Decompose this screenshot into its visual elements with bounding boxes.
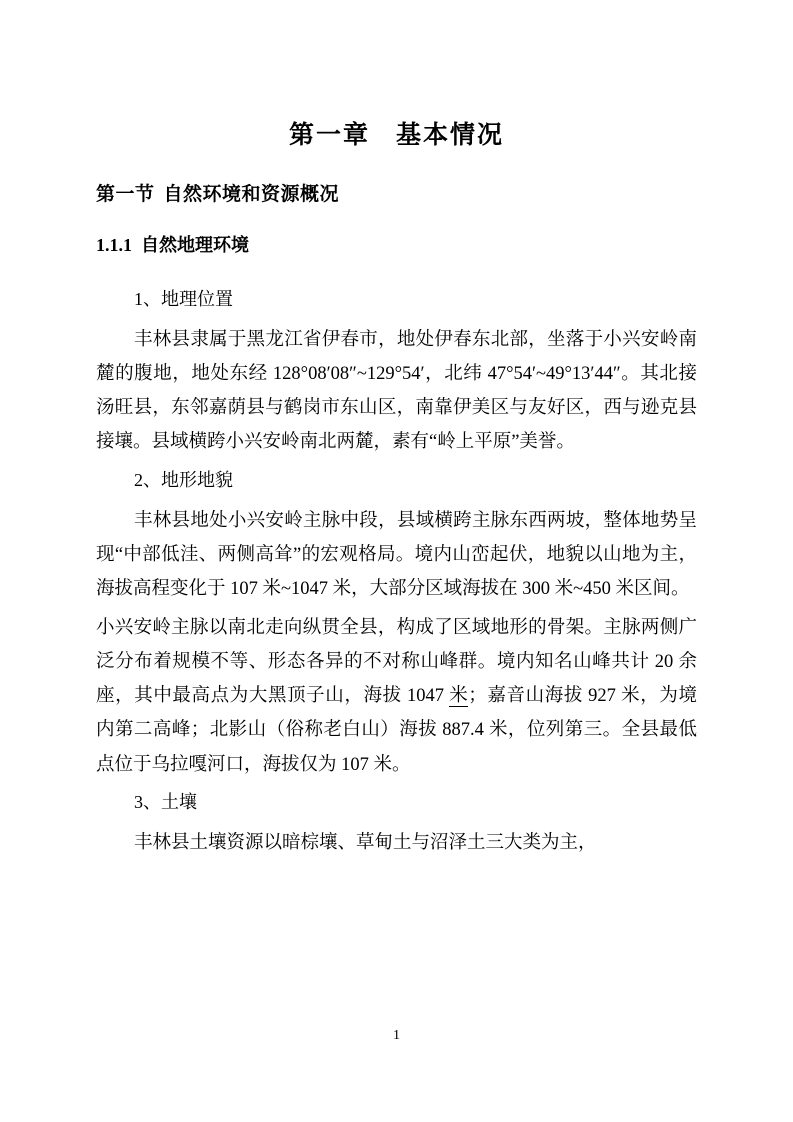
paragraph-terrain-2-underlined: 米 [449,686,469,707]
section-title-label: 第一节 [96,184,155,205]
subsection-title-text: 自然地理环境 [141,234,249,255]
subsection-title [96,232,697,259]
section-title [96,181,697,210]
section-title-text: 自然环境和资源概况 [163,184,340,205]
item-title-soil: 3、土壤 [134,791,197,812]
paragraph-terrain-2-part-b: ；嘉音山海拔 927 米，为境内第二高峰；北影山（俗称老白山）海拔 887.4 米，位列第三。全县最低点位于乌拉嘎河口，海拔仅为 107 米。 [96,686,697,775]
page-number: 1 [393,1028,400,1043]
paragraph-soil: 丰林县土壤资源以暗棕壤、草甸土与沼泽土三大类为主， [134,833,597,854]
paragraph-terrain-2 [96,611,697,782]
chapter-title-text: 基本情况 [396,122,505,149]
item-title-terrain: 2、地形地貌 [134,469,233,490]
paragraph-location: 丰林县隶属于黑龙江省伊春市，地处伊春东北部，坐落于小兴安岭南麓的腹地，地处东经 128°08′08″~129°54′，北纬 47°54′~49°13′44″。其北接汤旺县，东邻嘉荫县与鹤岗市东山区，南靠伊美区与友好区，西与逊克县接壤。县域横跨小兴安岭南北两麓，素有“岭上平原”美誉。 [96,329,697,453]
subsection-number: 1.1.1 [96,234,132,255]
paragraph-terrain-1: 丰林县地处小兴安岭主脉中段，县域横跨主脉东西两坡，整体地势呈现“中部低洼、两侧高耸”的宏观格局。境内山峦起伏，地貌以山地为主，海拔高程变化于 107 米~1047 米，大部分区域海拔在 300 米~450 米区间。 [96,510,697,600]
item-title-location: 1、地理位置 [134,288,233,309]
chapter-title [96,118,697,153]
paragraph-terrain-2-part-a: 小兴安岭主脉以南北走向纵贯全县，构成了区域地形的骨架。主脉两侧广泛分布着规模不等、形态各异的不对称山峰群。境内知名山峰共计 20 余座，其中最高点为大黑顶子山，海拔 1047 [96,617,697,707]
chapter-title-label: 第一章 [288,122,370,149]
